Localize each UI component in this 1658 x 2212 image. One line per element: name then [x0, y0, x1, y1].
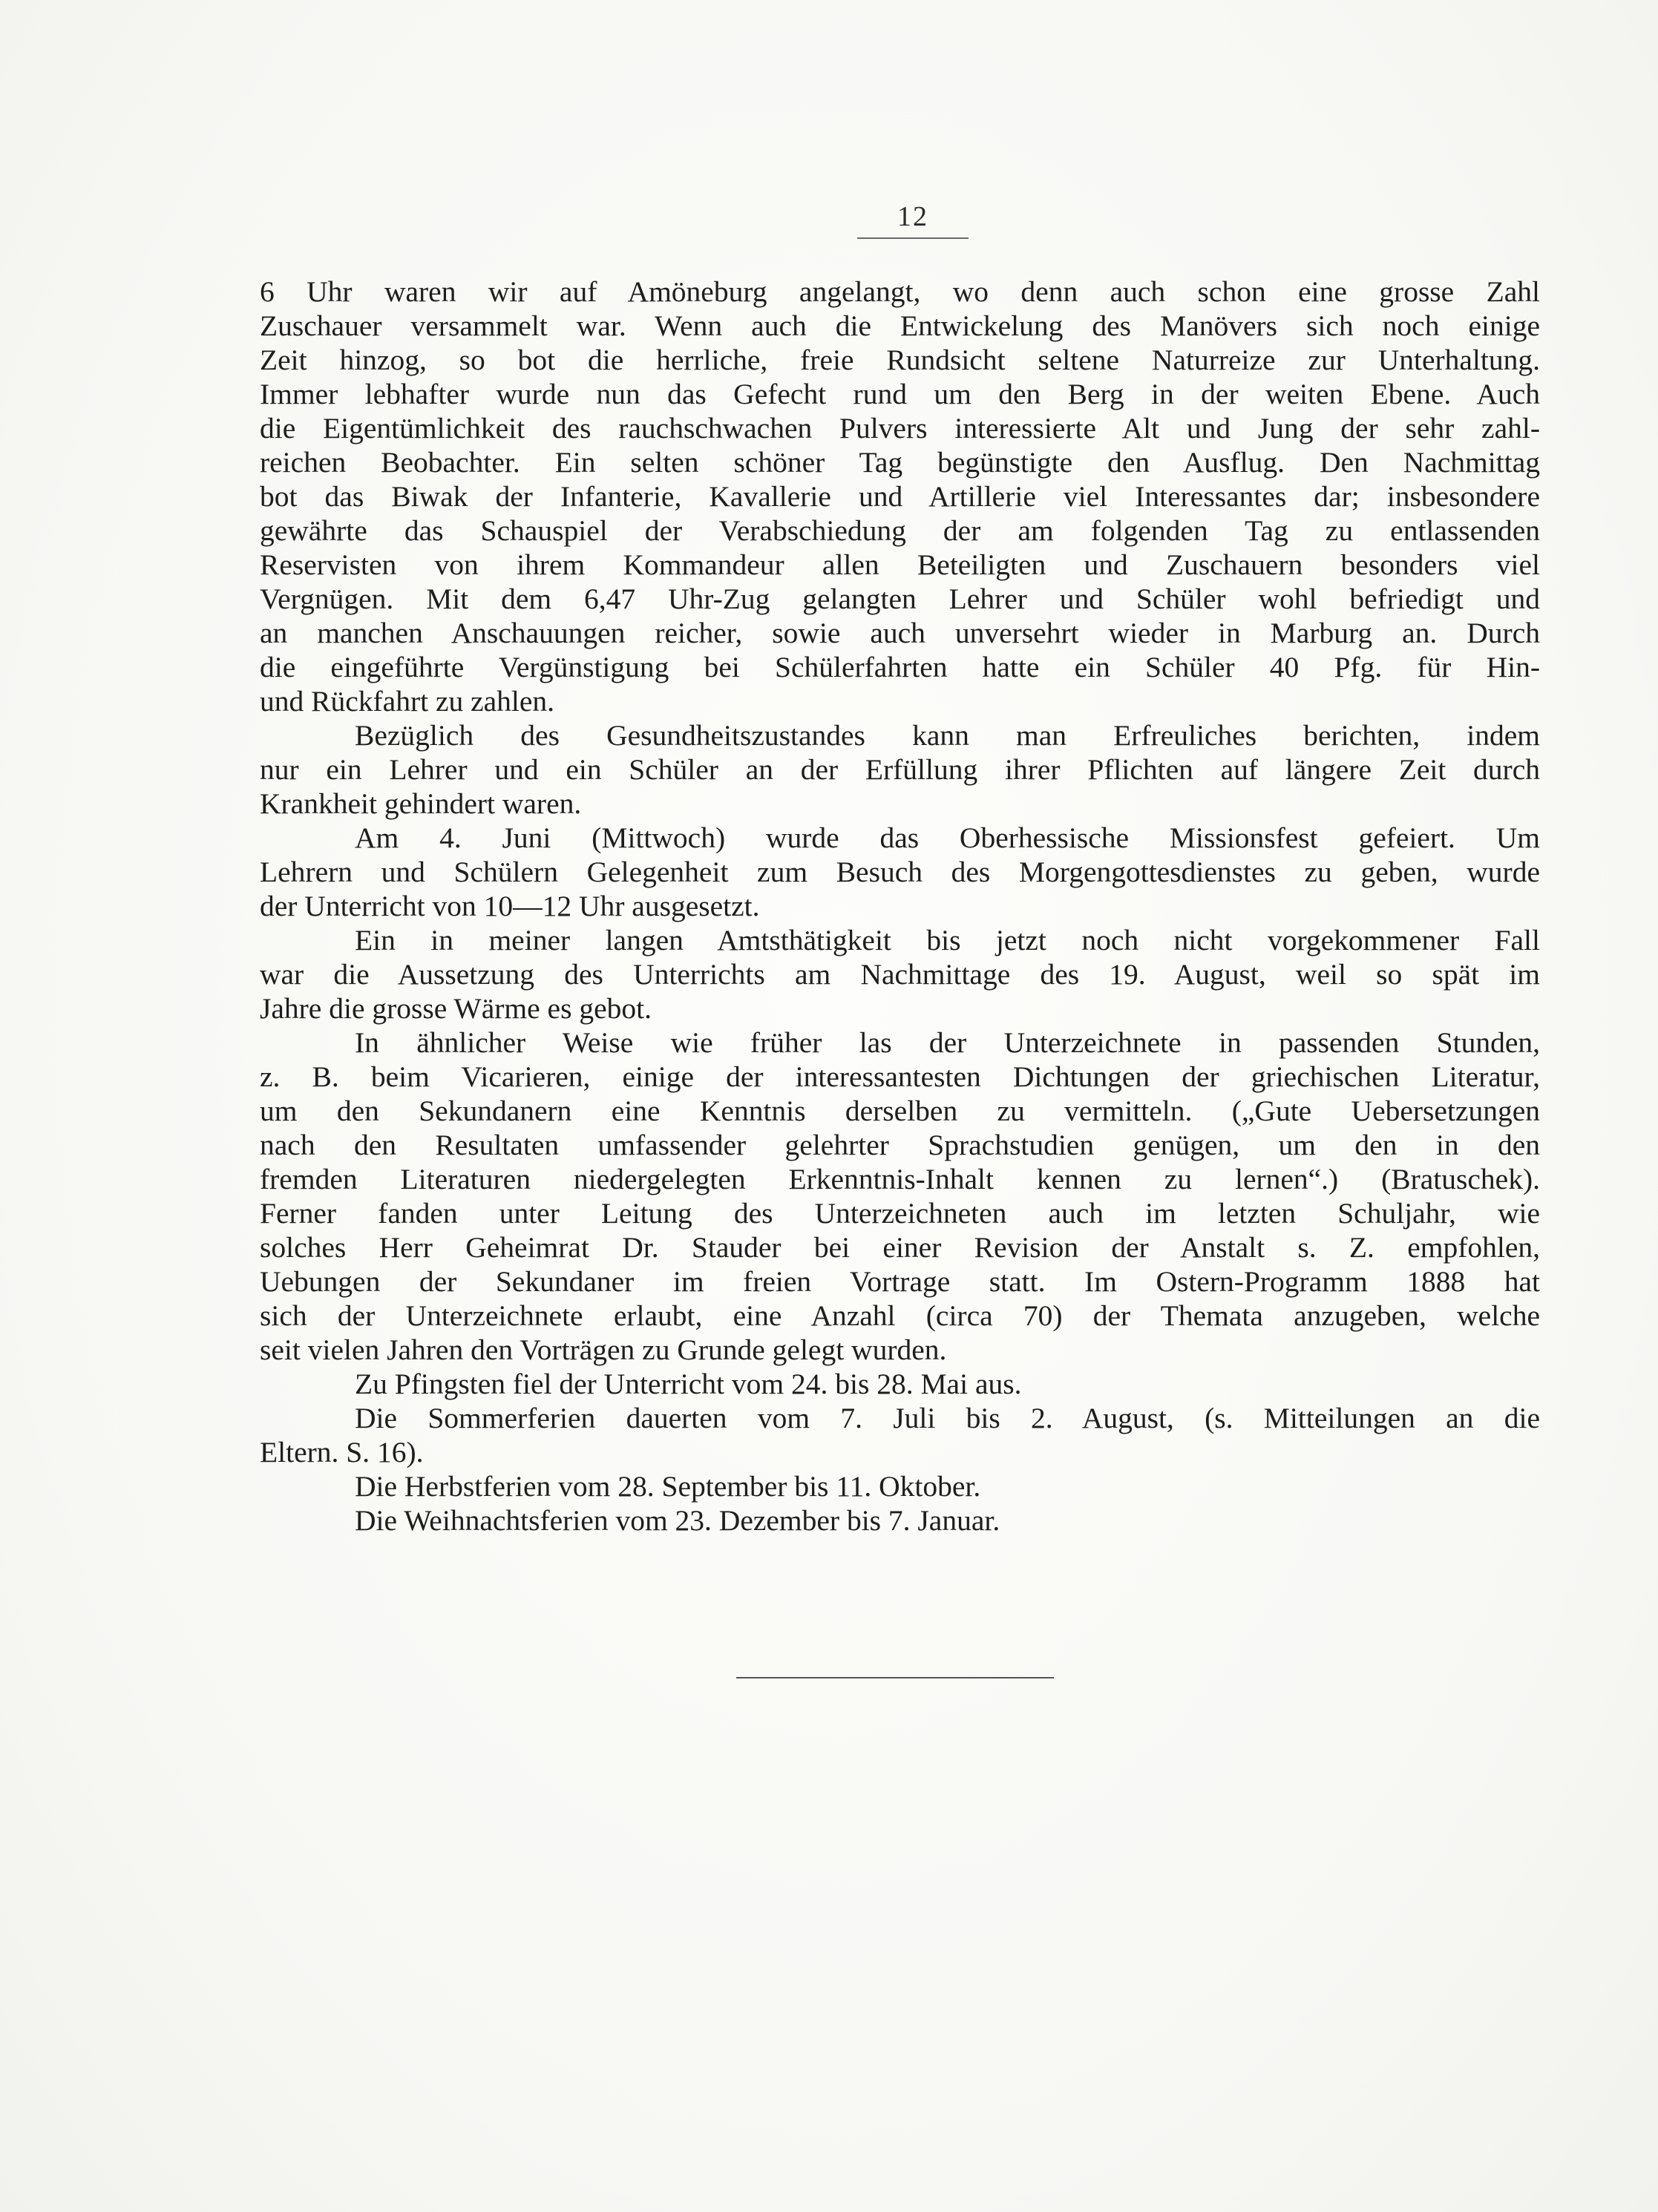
text-line: seit vielen Jahren den Vorträgen zu Grunde gelegt wurden.: [260, 1333, 947, 1366]
paragraph-start-line: Die Herbstferien vom 28. September bis 11. Oktober.: [355, 1470, 981, 1503]
text-line: Ferner fanden unter Leitung des Unterzeichneten auch im letzten Schuljahr, wie: [260, 1197, 1540, 1230]
text-line: gewährte das Schauspiel der Verabschiedung der am folgenden Tag zu entlassenden: [260, 514, 1540, 547]
text-line: Immer lebhafter wurde nun das Gefecht rund um den Berg in der weiten Ebene. Auch: [260, 378, 1540, 410]
text-line: der Unterricht von 10—12 Uhr ausgesetzt.: [260, 890, 760, 922]
text-line: war die Aussetzung des Unterrichts am Nachmittage des 19. August, weil so spät im: [260, 958, 1540, 991]
text-line: Uebungen der Sekundaner im freien Vortrage statt. Im Ostern-Programm 1888 hat: [260, 1265, 1540, 1298]
paragraph-start-line: Die Weihnachtsferien vom 23. Dezember bis 7. Januar.: [355, 1504, 1000, 1537]
paragraph-start-line: Die Sommerferien dauerten vom 7. Juli bis 2. August, (s. Mitteilungen an die: [355, 1402, 1540, 1434]
text-line: nur ein Lehrer und ein Schüler an der Erfüllung ihrer Pflichten auf längere Zeit durch: [260, 753, 1540, 786]
text-line: nach den Resultaten umfassender gelehrter Sprachstudien genügen, um den in den: [260, 1129, 1540, 1161]
header-rule: [857, 237, 969, 239]
text-line: Zuschauer versammelt war. Wenn auch die Entwickelung des Manövers sich noch einige: [260, 309, 1540, 342]
page-header: [846, 200, 980, 239]
paragraph-start-line: Am 4. Juni (Mittwoch) wurde das Oberhessische Missionsfest gefeiert. Um: [355, 821, 1540, 854]
text-line: Lehrern und Schülern Gelegenheit zum Besuch des Morgengottesdienstes zu geben, wurde: [260, 856, 1540, 888]
text-line: Krankheit gehindert waren.: [260, 787, 582, 820]
text-line: Zeit hinzog, so bot die herrliche, freie Rundsicht seltene Naturreize zur Unterhaltung.: [260, 344, 1540, 376]
closing-rule: [736, 1677, 1054, 1678]
text-line: reichen Beobachter. Ein selten schöner Tag begünstigte den Ausflug. Den Nachmittag: [260, 446, 1540, 479]
paragraph-start-line: Zu Pfingsten fiel der Unterricht vom 24. bis 28. Mai aus.: [355, 1368, 1022, 1400]
text-line: um den Sekundanern eine Kenntnis derselben zu vermitteln. („Gute Uebersetzungen: [260, 1094, 1540, 1127]
text-line: die eingeführte Vergünstigung bei Schülerfahrten hatte ein Schüler 40 Pfg. für Hin-: [260, 651, 1540, 683]
text-line: Jahre die grosse Wärme es gebot.: [260, 992, 652, 1025]
text-line: bot das Biwak der Infanterie, Kavallerie und Artillerie viel Interessantes dar; insbesondere: [260, 480, 1540, 513]
text-line: z. B. beim Vicarieren, einige der interessantesten Dichtungen der griechischen Literatur,: [260, 1060, 1540, 1093]
text-line: Reservisten von ihrem Kommandeur allen Beteiligten und Zuschauern besonders viel: [260, 548, 1540, 581]
text-line: sich der Unterzeichnete erlaubt, eine Anzahl (circa 70) der Themata anzugeben, welche: [260, 1299, 1540, 1332]
paragraph-start-line: In ähnlicher Weise wie früher las der Unterzeichnete in passenden Stunden,: [355, 1026, 1540, 1059]
paragraph-start-line: Bezüglich des Gesundheitszustandes kann man Erfreuliches berichten, indem: [355, 719, 1540, 752]
text-line: solches Herr Geheimrat Dr. Stauder bei einer Revision der Anstalt s. Z. empfohlen,: [260, 1231, 1540, 1264]
text-line: die Eigentümlichkeit des rauchschwachen Pulvers interessierte Alt und Jung der sehr zahl-: [260, 412, 1540, 444]
text-line: an manchen Anschauungen reicher, sowie auch unversehrt wieder in Marburg an. Durch: [260, 617, 1540, 649]
paragraph-start-line: Ein in meiner langen Amtsthätigkeit bis jetzt noch nicht vorgekommener Fall: [355, 924, 1540, 956]
page-number: 12: [897, 201, 928, 232]
text-line: Eltern. S. 16).: [260, 1436, 424, 1468]
text-line: fremden Literaturen niedergelegten Erkenntnis-Inhalt kennen zu lernen“.) (Bratuschek).: [260, 1163, 1540, 1195]
text-line: 6 Uhr waren wir auf Amöneburg angelangt, wo denn auch schon eine grosse Zahl: [260, 275, 1540, 308]
body-text: [260, 275, 1540, 1537]
text-line: Vergnügen. Mit dem 6,47 Uhr-Zug gelangten Lehrer und Schüler wohl befriedigt und: [260, 582, 1540, 615]
text-line: und Rückfahrt zu zahlen.: [260, 685, 555, 718]
